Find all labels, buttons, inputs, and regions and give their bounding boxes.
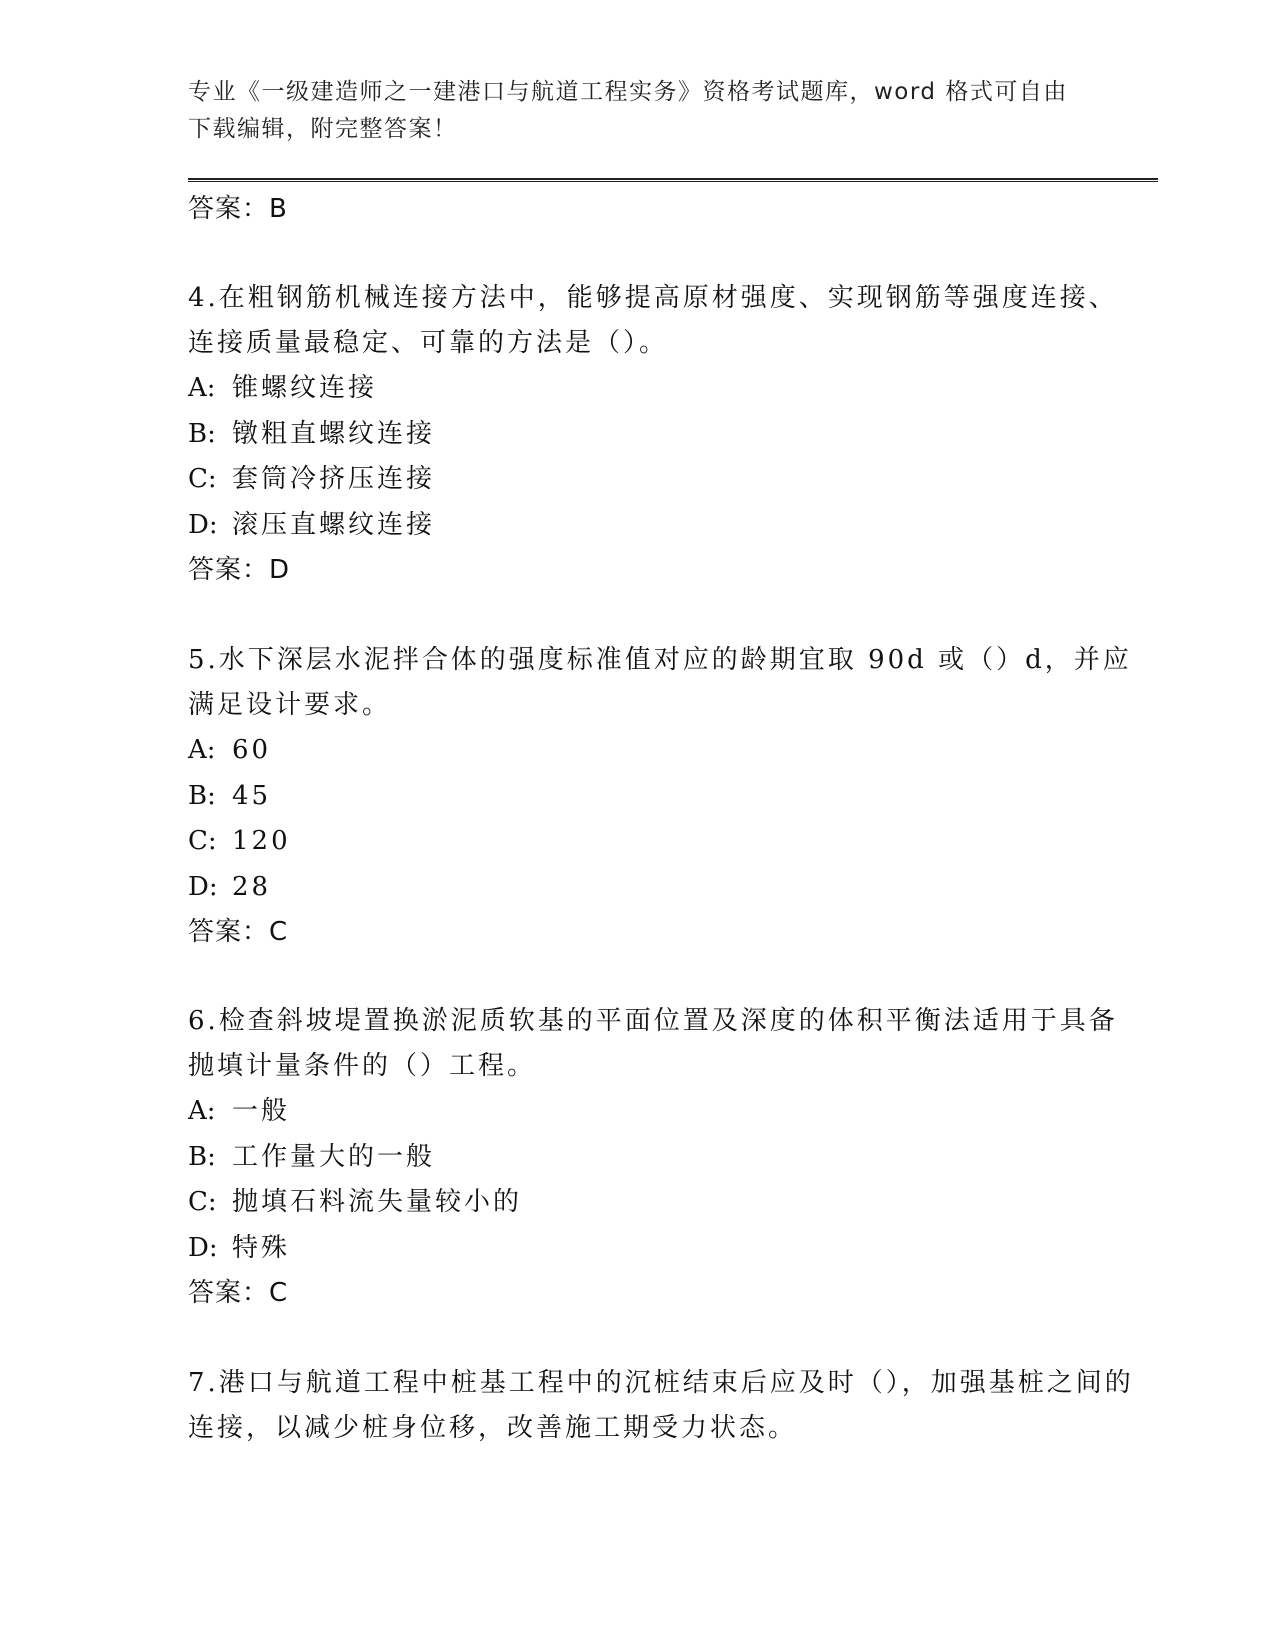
question-7 (188, 1361, 1138, 1451)
option-letter: D: (188, 1232, 218, 1263)
option-c (188, 457, 1138, 503)
previous-answer-block (188, 187, 1138, 232)
option-text: 60 (232, 735, 272, 765)
option-letter: C: (188, 1187, 217, 1217)
option-a (188, 1089, 1138, 1135)
option-text: 特殊 (232, 1232, 291, 1263)
answer-label: 答案：B (188, 194, 288, 224)
question-stem: 5.水下深层水泥拌合体的强度标准值对应的龄期宜取 90d 或（）d，并应满足设计要求。 (188, 645, 1132, 720)
option-c (188, 819, 1138, 865)
option-text: 镦粗直螺纹连接 (232, 418, 436, 449)
option-d (188, 503, 1138, 549)
option-text: 45 (232, 780, 272, 811)
option-text: 28 (232, 871, 272, 902)
option-text: 锥螺纹连接 (232, 373, 378, 403)
option-letter: C: (188, 464, 217, 494)
option-letter: B: (188, 1141, 216, 1172)
option-d (188, 865, 1138, 911)
question-6 (188, 999, 1138, 1316)
header-divider (188, 178, 1158, 182)
option-c (188, 1180, 1138, 1226)
answer-label: 答案：C (188, 1278, 289, 1308)
question-stem: 7.港口与航道工程中桩基工程中的沉桩结束后应及时（），加强基桩之间的连接，以减少桩身位移，改善施工期受力状态。 (188, 1368, 1134, 1443)
question-5 (188, 638, 1138, 955)
option-letter: D: (188, 871, 218, 902)
option-text: 一般 (232, 1096, 291, 1126)
option-text: 120 (232, 826, 291, 856)
option-text: 抛填石料流失量较小的 (232, 1187, 523, 1217)
option-text: 滚压直螺纹连接 (232, 509, 436, 540)
option-b (188, 412, 1138, 458)
option-text: 工作量大的一般 (232, 1141, 436, 1172)
option-letter: D: (188, 509, 218, 540)
option-text: 套筒冷挤压连接 (232, 464, 436, 494)
header-line-1: 专业《一级建造师之一建港口与航道工程实务》资格考试题库，word 格式可自由 (188, 79, 1068, 105)
option-b (188, 1135, 1138, 1181)
answer-label: 答案：D (188, 555, 291, 585)
option-a (188, 366, 1138, 412)
option-d (188, 1226, 1138, 1272)
option-b (188, 774, 1138, 820)
header-line-2: 下载编辑，附完整答案！ (188, 116, 458, 142)
option-letter: B: (188, 780, 216, 811)
document-header (188, 74, 1088, 148)
option-letter: C: (188, 826, 217, 856)
option-letter: B: (188, 418, 216, 449)
option-letter: A: (188, 735, 216, 765)
question-4 (188, 276, 1138, 593)
question-stem: 4.在粗钢筋机械连接方法中，能够提高原材强度、实现钢筋等强度连接、连接质量最稳定、可靠的方法是（）。 (188, 283, 1118, 358)
option-letter: A: (188, 1096, 216, 1126)
question-stem: 6.检查斜坡堤置换淤泥质软基的平面位置及深度的体积平衡法适用于具备抛填计量条件的（）工程。 (188, 1006, 1118, 1081)
option-a (188, 728, 1138, 774)
option-letter: A: (188, 373, 216, 403)
answer-label: 答案：C (188, 917, 289, 947)
